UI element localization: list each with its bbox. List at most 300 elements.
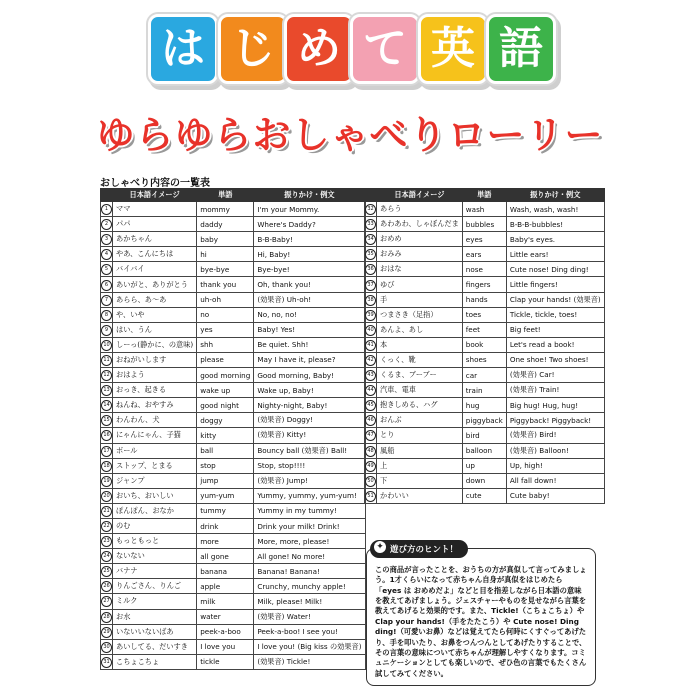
header-image: 日本語イメージ <box>377 189 463 202</box>
row-number <box>101 398 113 413</box>
table-row <box>101 368 366 383</box>
row-number-badge: 26 <box>101 581 112 592</box>
row-number-badge: 43 <box>365 370 376 381</box>
row-number <box>101 307 113 322</box>
row-number <box>365 232 377 247</box>
row-japanese: 上 <box>377 458 463 473</box>
row-japanese: あいしてる、だいすき <box>113 639 197 654</box>
row-number-badge: 18 <box>101 461 112 472</box>
row-example: (効果音) Doggy! <box>254 413 365 428</box>
row-word: good night <box>197 398 254 413</box>
row-number <box>101 247 113 262</box>
row-number-badge: 16 <box>101 430 112 441</box>
row-word: doggy <box>197 413 254 428</box>
row-japanese: あんよ、あし <box>377 322 463 337</box>
row-word: water <box>197 609 254 624</box>
table-row <box>101 654 366 669</box>
row-number-badge: 28 <box>101 612 112 623</box>
row-number-badge: 39 <box>365 310 376 321</box>
row-word: stop <box>197 458 254 473</box>
row-japanese: おめめ <box>377 232 463 247</box>
row-example: Big hug! Hug, hug! <box>506 398 604 413</box>
table-row <box>365 443 605 458</box>
title-tile: 語 <box>486 14 556 84</box>
table-row <box>365 307 605 322</box>
row-word: milk <box>197 594 254 609</box>
row-japanese: いないいないばあ <box>113 624 197 639</box>
row-number-badge: 8 <box>101 310 112 321</box>
table-row <box>101 428 366 443</box>
table-row <box>365 277 605 292</box>
table-row <box>101 352 366 367</box>
row-japanese: おみみ <box>377 247 463 262</box>
table-row <box>101 202 366 217</box>
row-japanese: 手 <box>377 292 463 307</box>
table-row <box>365 202 605 217</box>
row-number-badge: 47 <box>365 430 376 441</box>
row-japanese: あらら、あ～あ <box>113 292 197 307</box>
row-japanese: かわいい <box>377 488 463 503</box>
row-number <box>101 262 113 277</box>
row-number-badge: 19 <box>101 476 112 487</box>
row-number <box>365 428 377 443</box>
row-number <box>101 352 113 367</box>
row-word: eyes <box>462 232 506 247</box>
table-row <box>101 594 366 609</box>
row-word: yes <box>197 322 254 337</box>
row-number-badge: 13 <box>101 385 112 396</box>
row-japanese: バナナ <box>113 564 197 579</box>
row-number-badge: 50 <box>365 476 376 487</box>
row-example: All gone! No more! <box>254 549 365 564</box>
row-example: Up, high! <box>506 458 604 473</box>
row-word: yum-yum <box>197 488 254 503</box>
table-row <box>365 458 605 473</box>
row-japanese: ストップ、とまる <box>113 458 197 473</box>
row-japanese: あかちゃん <box>113 232 197 247</box>
header-num <box>365 189 377 202</box>
table-row <box>365 322 605 337</box>
hints-text: この商品が言ったことを、おうちの方が真似して言ってみましょう。1才くらいになって赤ちゃん自身が真似をはじめたら「eyes は おめめだよ」などと目を指差しながら日本語の意味を教えてあげましょう。ジェスチャーやものを見せながら言葉を教えてあげると効果的です。また、Tickle!（こちょこちょ）や Clap your hands!（手をたたこう）や Cute nose! Ding ding!（可愛いお鼻）などは覚えてたら何時にくすぐってあげたり、手を叩いたり、お鼻をつんつんとしてあげたりすることで、その言葉の意味について赤ちゃんが理解しやすくなります。コミュニケーションとしても楽しいので、ぜひ色の言葉でもたくさん試してみてください。 <box>375 565 587 678</box>
row-number-badge: 31 <box>101 657 112 668</box>
row-japanese: あわあわ、しゃぼんだま <box>377 217 463 232</box>
row-example: Yummy in my tummy! <box>254 503 365 518</box>
row-example: (効果音) Water! <box>254 609 365 624</box>
row-number-badge: 20 <box>101 491 112 502</box>
table-header-row <box>365 189 605 202</box>
row-japanese: 抱きしめる、ハグ <box>377 398 463 413</box>
row-japanese: おいち、おいしい <box>113 488 197 503</box>
row-example: Nighty-night, Baby! <box>254 398 365 413</box>
row-word: nose <box>462 262 506 277</box>
row-word: daddy <box>197 217 254 232</box>
product-subtitle: ゆらゆらおしゃべりローリー <box>96 113 604 157</box>
row-word: thank you <box>197 277 254 292</box>
row-word: bird <box>462 428 506 443</box>
row-example: Piggyback! Piggyback! <box>506 413 604 428</box>
row-word: book <box>462 337 506 352</box>
table-row <box>365 398 605 413</box>
row-number <box>101 488 113 503</box>
row-number-badge: 15 <box>101 415 112 426</box>
row-number <box>101 503 113 518</box>
row-word: uh-oh <box>197 292 254 307</box>
row-number-badge: 23 <box>101 536 112 547</box>
row-japanese: お水 <box>113 609 197 624</box>
row-word: baby <box>197 232 254 247</box>
row-number <box>101 413 113 428</box>
row-example: Hi, Baby! <box>254 247 365 262</box>
row-example: (効果音) Car! <box>506 368 604 383</box>
row-example: Let's read a book! <box>506 337 604 352</box>
table-row <box>101 277 366 292</box>
row-number-badge: 6 <box>101 280 112 291</box>
row-example: Be quiet. Shh! <box>254 337 365 352</box>
row-japanese: あらう <box>377 202 463 217</box>
row-word: train <box>462 383 506 398</box>
row-japanese: おねがいします <box>113 352 197 367</box>
row-number <box>365 488 377 503</box>
word-table-right <box>364 188 605 504</box>
row-word: jump <box>197 473 254 488</box>
table-row <box>365 292 605 307</box>
row-example: Wake up, Baby! <box>254 383 365 398</box>
row-japanese: にゃんにゃん、子猫 <box>113 428 197 443</box>
table-row <box>101 624 366 639</box>
row-word: hi <box>197 247 254 262</box>
row-example: Clap your hands! (効果音) <box>506 292 604 307</box>
row-japanese: ゆび <box>377 277 463 292</box>
row-number <box>101 368 113 383</box>
row-example: Cute baby! <box>506 488 604 503</box>
row-example: (効果音) Uh-oh! <box>254 292 365 307</box>
table-row <box>101 398 366 413</box>
row-number-badge: 40 <box>365 325 376 336</box>
table-row <box>365 337 605 352</box>
row-number <box>101 518 113 533</box>
row-number <box>365 413 377 428</box>
row-example: Crunchy, munchy apple! <box>254 579 365 594</box>
row-number <box>365 292 377 307</box>
row-word: all gone <box>197 549 254 564</box>
row-japanese: ボール <box>113 443 197 458</box>
table-row <box>101 549 366 564</box>
lightbulb-icon: ✦ <box>374 541 386 553</box>
table-row <box>101 609 366 624</box>
row-example: One shoe! Two shoes! <box>506 352 604 367</box>
row-word: please <box>197 352 254 367</box>
table-row <box>101 307 366 322</box>
row-number-badge: 14 <box>101 400 112 411</box>
row-number <box>365 368 377 383</box>
row-number <box>101 428 113 443</box>
table-row <box>101 232 366 247</box>
row-number <box>101 292 113 307</box>
row-number <box>101 458 113 473</box>
table-row <box>101 564 366 579</box>
row-japanese: はい、うん <box>113 322 197 337</box>
row-number <box>101 549 113 564</box>
row-number <box>365 443 377 458</box>
row-word: shoes <box>462 352 506 367</box>
row-japanese: ねんね、おやすみ <box>113 398 197 413</box>
row-example: (効果音) Jump! <box>254 473 365 488</box>
row-number <box>365 277 377 292</box>
table-row <box>101 383 366 398</box>
row-example: B-B-Baby! <box>254 232 365 247</box>
row-word: wash <box>462 202 506 217</box>
row-japanese: 本 <box>377 337 463 352</box>
table-row <box>365 262 605 277</box>
row-example: Good morning, Baby! <box>254 368 365 383</box>
row-word: mommy <box>197 202 254 217</box>
row-word: I love you <box>197 639 254 654</box>
row-word: apple <box>197 579 254 594</box>
row-japanese: やあ、こんにちは <box>113 247 197 262</box>
table-row <box>101 217 366 232</box>
row-word: good morning <box>197 368 254 383</box>
row-number <box>101 202 113 217</box>
row-japanese: おっき、起きる <box>113 383 197 398</box>
header-num <box>101 189 113 202</box>
row-word: down <box>462 473 506 488</box>
row-number-badge: 36 <box>365 264 376 275</box>
row-japanese: ジャンプ <box>113 473 197 488</box>
row-japanese: おはよう <box>113 368 197 383</box>
row-number-badge: 21 <box>101 506 112 517</box>
row-word: balloon <box>462 443 506 458</box>
row-japanese: あいがと、ありがとう <box>113 277 197 292</box>
row-japanese: くるま、ブーブー <box>377 368 463 383</box>
row-japanese: しーっ(静かに、の意味) <box>113 337 197 352</box>
row-number <box>101 322 113 337</box>
row-japanese: パパ <box>113 217 197 232</box>
row-word: toes <box>462 307 506 322</box>
row-number <box>101 277 113 292</box>
row-number <box>365 322 377 337</box>
row-number <box>365 352 377 367</box>
row-word: hug <box>462 398 506 413</box>
row-japanese: 風船 <box>377 443 463 458</box>
row-example: (効果音) Train! <box>506 383 604 398</box>
row-number-badge: 3 <box>101 234 112 245</box>
table-row <box>365 488 605 503</box>
row-japanese: や、いや <box>113 307 197 322</box>
row-word: more <box>197 534 254 549</box>
row-example: Drink your milk! Drink! <box>254 518 365 533</box>
title-tile: 英 <box>418 14 488 84</box>
table-header-row <box>101 189 366 202</box>
row-number <box>101 579 113 594</box>
title-tile: て <box>350 14 420 84</box>
row-word: ball <box>197 443 254 458</box>
row-japanese: ミルク <box>113 594 197 609</box>
row-example: Little ears! <box>506 247 604 262</box>
row-word: no <box>197 307 254 322</box>
table-row <box>101 322 366 337</box>
table-row <box>101 443 366 458</box>
row-number <box>365 247 377 262</box>
row-number <box>101 534 113 549</box>
row-japanese: こちょこちょ <box>113 654 197 669</box>
row-number <box>365 398 377 413</box>
row-example: Cute nose! Ding ding! <box>506 262 604 277</box>
table-body-left <box>101 202 366 670</box>
table-row <box>365 368 605 383</box>
title-tile: は <box>148 14 218 84</box>
row-number-badge: 42 <box>365 355 376 366</box>
row-word: kitty <box>197 428 254 443</box>
row-word: tummy <box>197 503 254 518</box>
table-row <box>101 639 366 654</box>
table-row <box>101 458 366 473</box>
table-row <box>101 337 366 352</box>
title-tile: め <box>284 14 354 84</box>
row-number-badge: 27 <box>101 596 112 607</box>
row-word: banana <box>197 564 254 579</box>
row-example: B-B-B-bubbles! <box>506 217 604 232</box>
row-number-badge: 35 <box>365 249 376 260</box>
header-example: 振りかけ・例文 <box>254 189 365 202</box>
row-number-badge: 34 <box>365 234 376 245</box>
row-example: Big feet! <box>506 322 604 337</box>
row-example: All fall down! <box>506 473 604 488</box>
row-word: piggyback <box>462 413 506 428</box>
row-word: up <box>462 458 506 473</box>
row-number-badge: 51 <box>365 491 376 502</box>
row-example: (効果音) Balloon! <box>506 443 604 458</box>
row-example: Baby's eyes. <box>506 232 604 247</box>
hints-title <box>370 540 468 558</box>
row-number-badge: 17 <box>101 446 112 457</box>
row-example: More, more, please! <box>254 534 365 549</box>
row-number-badge: 41 <box>365 340 376 351</box>
row-japanese: ママ <box>113 202 197 217</box>
row-japanese: もっともっと <box>113 534 197 549</box>
row-example: (効果音) Tickle! <box>254 654 365 669</box>
row-word: hands <box>462 292 506 307</box>
row-number <box>365 473 377 488</box>
row-number <box>101 383 113 398</box>
row-word: car <box>462 368 506 383</box>
row-example: Milk, please! Milk! <box>254 594 365 609</box>
row-number <box>101 217 113 232</box>
row-number-badge: 9 <box>101 325 112 336</box>
table-row <box>365 473 605 488</box>
row-example: (効果音) Kitty! <box>254 428 365 443</box>
row-example: (効果音) Bird! <box>506 428 604 443</box>
row-number-badge: 46 <box>365 415 376 426</box>
row-number-badge: 45 <box>365 400 376 411</box>
table-row <box>101 534 366 549</box>
row-number <box>101 654 113 669</box>
row-number <box>365 458 377 473</box>
table-row <box>101 262 366 277</box>
row-number-badge: 7 <box>101 295 112 306</box>
row-example: Tickle, tickle, toes! <box>506 307 604 322</box>
row-number <box>101 624 113 639</box>
row-word: tickle <box>197 654 254 669</box>
row-number <box>101 609 113 624</box>
row-example: Oh, thank you! <box>254 277 365 292</box>
table-row <box>101 579 366 594</box>
table-row <box>101 473 366 488</box>
row-number-badge: 2 <box>101 219 112 230</box>
header-word: 単語 <box>462 189 506 202</box>
row-number <box>365 337 377 352</box>
row-number-badge: 5 <box>101 264 112 275</box>
row-number-badge: 12 <box>101 370 112 381</box>
row-number-badge: 22 <box>101 521 112 532</box>
row-japanese: のむ <box>113 518 197 533</box>
table-row <box>101 413 366 428</box>
row-number-badge: 38 <box>365 295 376 306</box>
row-example: I love you! (Big kiss の効果音) <box>254 639 365 654</box>
row-example: Baby! Yes! <box>254 322 365 337</box>
row-number-badge: 24 <box>101 551 112 562</box>
row-number <box>101 337 113 352</box>
row-number <box>101 564 113 579</box>
row-number <box>365 383 377 398</box>
row-number-badge: 49 <box>365 461 376 472</box>
row-example: I'm your Mommy. <box>254 202 365 217</box>
header-example: 振りかけ・例文 <box>506 189 604 202</box>
table-row <box>365 232 605 247</box>
row-word: bye-bye <box>197 262 254 277</box>
row-japanese: わんわん、犬 <box>113 413 197 428</box>
row-example: Where's Daddy? <box>254 217 365 232</box>
row-word: wake up <box>197 383 254 398</box>
row-word: feet <box>462 322 506 337</box>
row-word: bubbles <box>462 217 506 232</box>
row-japanese: バイバイ <box>113 262 197 277</box>
section-title: おしゃべり内容の一覧表 <box>100 178 210 189</box>
row-number-badge: 25 <box>101 566 112 577</box>
row-number-badge: 4 <box>101 249 112 260</box>
row-number-badge: 29 <box>101 627 112 638</box>
row-word: peek-a-boo <box>197 624 254 639</box>
row-japanese: 下 <box>377 473 463 488</box>
row-example: Wash, wash, wash! <box>506 202 604 217</box>
table-row <box>101 503 366 518</box>
row-japanese: くっく、靴 <box>377 352 463 367</box>
row-number-badge: 44 <box>365 385 376 396</box>
row-number-badge: 32 <box>365 204 376 215</box>
row-number <box>365 307 377 322</box>
row-japanese: ないない <box>113 549 197 564</box>
table-row <box>365 217 605 232</box>
row-japanese: りんごさん、りんご <box>113 579 197 594</box>
row-number <box>365 202 377 217</box>
row-example: Bye-bye! <box>254 262 365 277</box>
table-body-right <box>365 202 605 504</box>
table-row <box>365 383 605 398</box>
row-japanese: ぽんぽん、おなか <box>113 503 197 518</box>
row-japanese: おはな <box>377 262 463 277</box>
table-row <box>101 292 366 307</box>
title-tile: じ <box>218 14 288 84</box>
row-number <box>101 232 113 247</box>
table-row <box>101 247 366 262</box>
row-example: Bouncy ball (効果音) Ball! <box>254 443 365 458</box>
table-row <box>365 247 605 262</box>
row-word: shh <box>197 337 254 352</box>
table-row <box>365 413 605 428</box>
row-number-badge: 33 <box>365 219 376 230</box>
table-row <box>365 352 605 367</box>
table-row <box>365 428 605 443</box>
row-number <box>101 594 113 609</box>
